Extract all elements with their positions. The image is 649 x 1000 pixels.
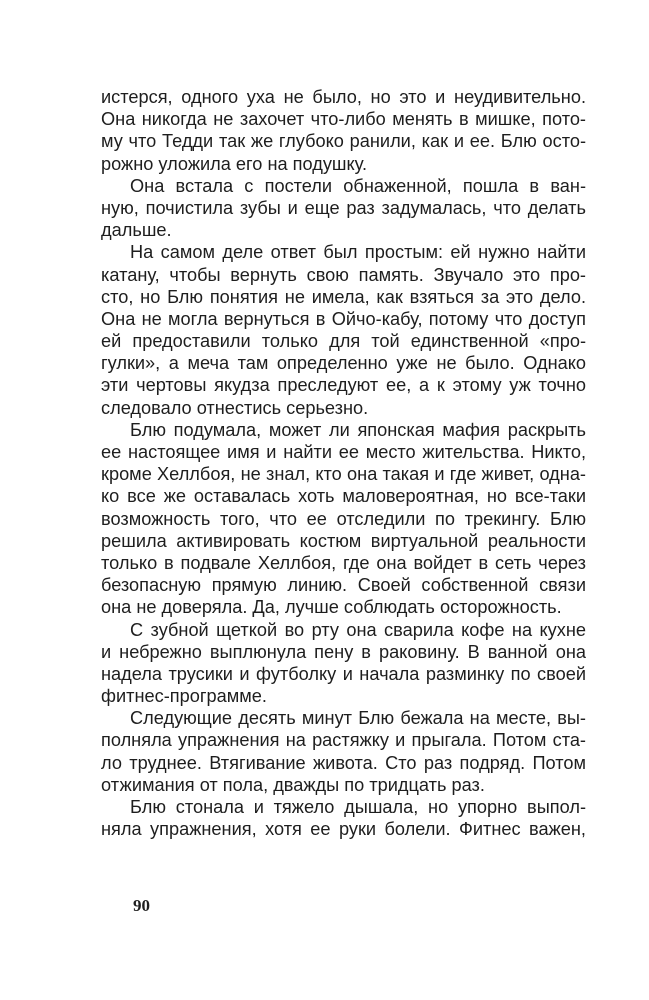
text-line: ее настоящее имя и найти ее место жительства. Никто, — [101, 442, 586, 462]
text-line: ную, почистила зубы и еще раз задумалась, что делать — [101, 197, 586, 218]
text-line: На самом деле ответ был простым: ей нужно найти — [130, 242, 586, 263]
text-line: С зубной щеткой во рту она сварила кофе на кухне — [130, 619, 586, 640]
text-line: няла упражнения, хотя ее руки болели. Фитнес важен, — [101, 819, 586, 840]
text-line: она не доверяла. Да, лучше соблюдать осторожность. — [101, 597, 562, 618]
text-line: Она встала с постели обнаженной, пошла в ван- — [130, 175, 586, 196]
text-line: кроме Хеллбоя, не знал, кто она такая и где живет, одна- — [101, 464, 586, 485]
paragraph — [101, 86, 586, 175]
text-line: полняла упражнения на растяжку и прыгала. Потом ста- — [101, 730, 586, 751]
text-line: только в подвале Хеллбоя, где она войдет в сеть через — [101, 552, 586, 573]
paragraph — [101, 419, 586, 619]
text-line: Следующие десять минут Блю бежала на месте, вы- — [130, 708, 586, 729]
paragraph — [101, 619, 586, 708]
text-line: и небрежно выплюнула пену в раковину. В ванной она — [101, 641, 586, 662]
text-line: гулки», а меча там определенно уже не было. Однако — [101, 353, 586, 374]
text-line: решила активировать костюм виртуальной реальности — [101, 530, 586, 551]
text-line: эти чертовы якудза преследуют ее, а к этому уж точно — [101, 375, 586, 396]
text-line: катану, чтобы вернуть свою память. Звучало это про- — [101, 264, 586, 285]
text-line: Она не могла вернуться в Ойчо-кабу, потому что доступ — [101, 308, 586, 329]
text-line: отжимания от пола, дважды по тридцать раз. — [101, 774, 485, 795]
text-line: безопасную прямую линию. Своей собственной связи — [101, 575, 586, 596]
text-line: Она никогда не захочет что-либо менять в мишке, пото- — [101, 109, 586, 130]
text-line: му что Тедди так же глубоко ранили, как и ее. Блю осто- — [101, 131, 586, 152]
paragraph — [101, 796, 586, 840]
paragraph — [101, 175, 586, 242]
text-line: следовало отнестись серьезно. — [101, 397, 369, 418]
text-line: Блю стонала и тяжело дышала, но упорно выпол- — [130, 797, 586, 817]
text-line: фитнес-программе. — [101, 686, 267, 707]
text-line: рожно уложила его на подушку. — [101, 153, 368, 174]
page-body — [101, 86, 586, 840]
paragraph — [101, 707, 586, 796]
text-line: надела трусики и футболку и начала разминку по своей — [101, 663, 586, 684]
text-line: Блю подумала, может ли японская мафия раскрыть — [130, 419, 586, 440]
text-line: возможность того, что ее отследили по трекингу. Блю — [101, 508, 586, 529]
text-line: сто, но Блю понятия не имела, как взяться за это дело. — [101, 286, 586, 307]
text-line: ко все же оставалась хоть маловероятная, но все-таки — [101, 486, 586, 507]
text-line: истерся, одного уха не было, но это и неудивительно. — [101, 87, 586, 107]
text-line: ло труднее. Втягивание живота. Сто раз подряд. Потом — [101, 752, 586, 773]
page-number: 90 — [133, 896, 150, 915]
text-line: ей предоставили только для той единственной «про- — [101, 331, 586, 352]
text-line: дальше. — [101, 220, 172, 241]
paragraph — [101, 241, 586, 419]
